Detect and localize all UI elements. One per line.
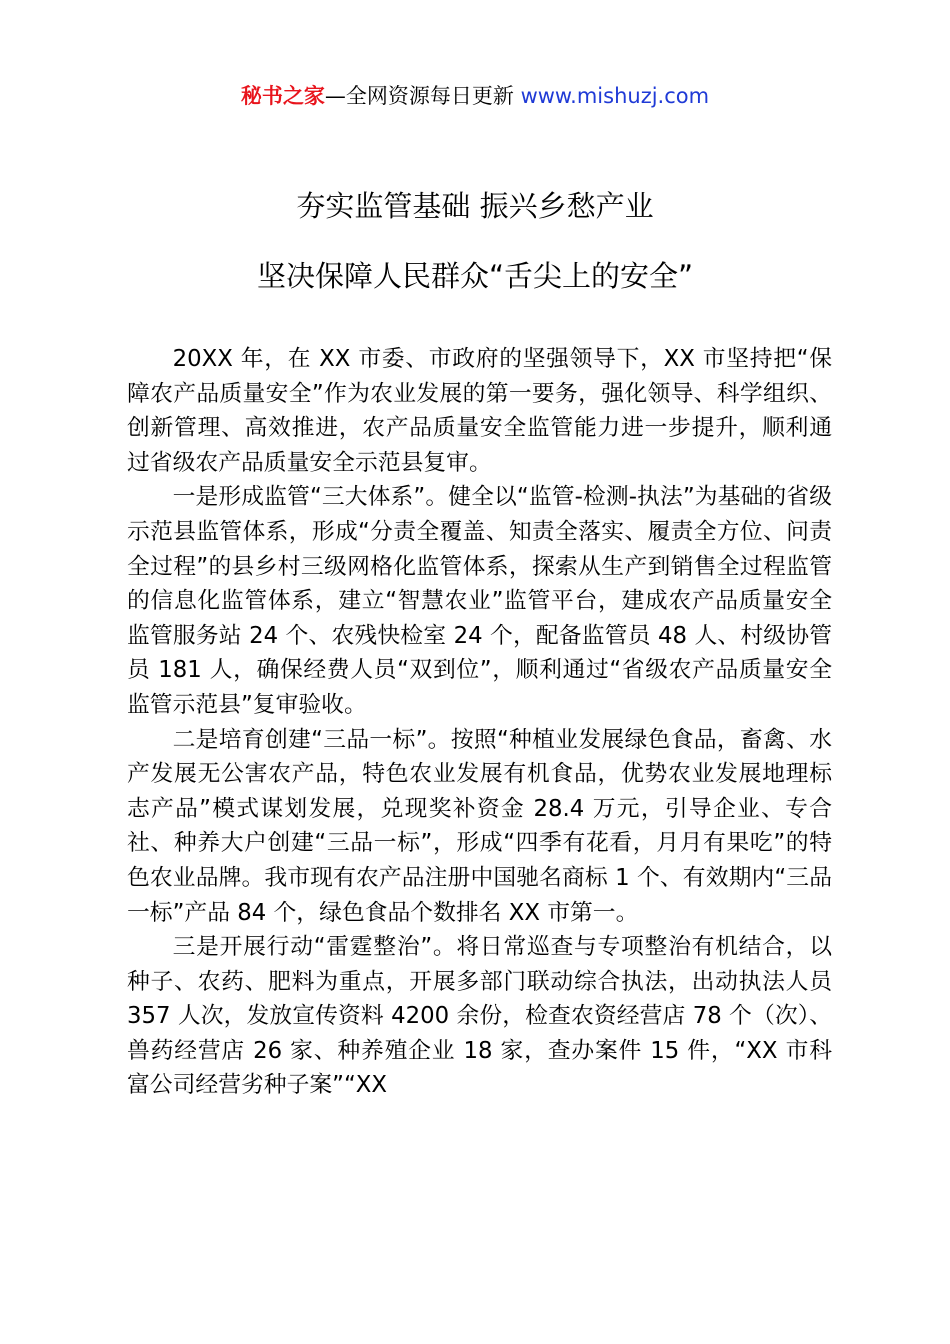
document-body	[127, 342, 832, 1103]
paragraph-intro: 20XX 年，在 XX 市委、市政府的坚强领导下，XX 市坚持把“保障农产品质量安全”作为农业发展的第一要务，强化领导、科学组织、创新管理、高效推进，农产品质量安全监管能力进一步提升，顺利通过省级农产品质量安全示范县复审。	[127, 346, 832, 476]
brand-name: 秘书之家	[240, 84, 325, 108]
site-url-link[interactable]: www.mishuzj.com	[520, 84, 710, 108]
document-title-line-2: 坚决保障人民群众“舌尖上的安全”	[256, 259, 694, 293]
document-title-line-1: 夯实监管基础 振兴乡愁产业	[296, 189, 654, 223]
paragraph-supervision-system: 一是形成监管“三大体系”。健全以“监管-检测-执法”为基础的省级示范县监管体系，形成“分责全覆盖、知责全落实、履责全方位、问责全过程”的县乡村三级网格化监管体系，探索从生产到销售全过程监管的信息化监管体系，建立“智慧农业”监管平台，建成农产品质量安全监管服务站 24 个、农残快检室 24 个，配备监管员 48 人、村级协管员 181 人，确保经费人员“双到位”，顺利通过“省级农产品质量安全监管示范县”复审验收。	[127, 484, 832, 718]
paragraph-three-products-one-label: 二是培育创建“三品一标”。按照“种植业发展绿色食品，畜禽、水产发展无公害农产品，特色农业发展有机食品，优势农业发展地理标志产品”模式谋划发展，兑现奖补资金 28.4 万元，引导企业、专合社、种养大户创建“三品一标”，形成“四季有花看，月月有果吃”的特色农业品牌。我市现有农产品注册中国驰名商标 1 个、有效期内“三品一标”产品 84 个，绿色食品个数排名 XX 市第一。	[127, 726, 832, 926]
banner-slogan: —全网资源每日更新	[324, 84, 521, 108]
site-banner	[0, 80, 950, 112]
paragraph-thunder-rectification: 三是开展行动“雷霆整治”。将日常巡查与专项整治有机结合，以种子、农药、肥料为重点，开展多部门联动综合执法，出动执法人员 357 人次，发放宣传资料 4200 余份，检查农资经营店 78 个（次）、兽药经营店 26 家、种养殖企业 18 家，查办案件 15 件，“XX 市科富公司经营劣种子案”“XX	[127, 934, 832, 1099]
